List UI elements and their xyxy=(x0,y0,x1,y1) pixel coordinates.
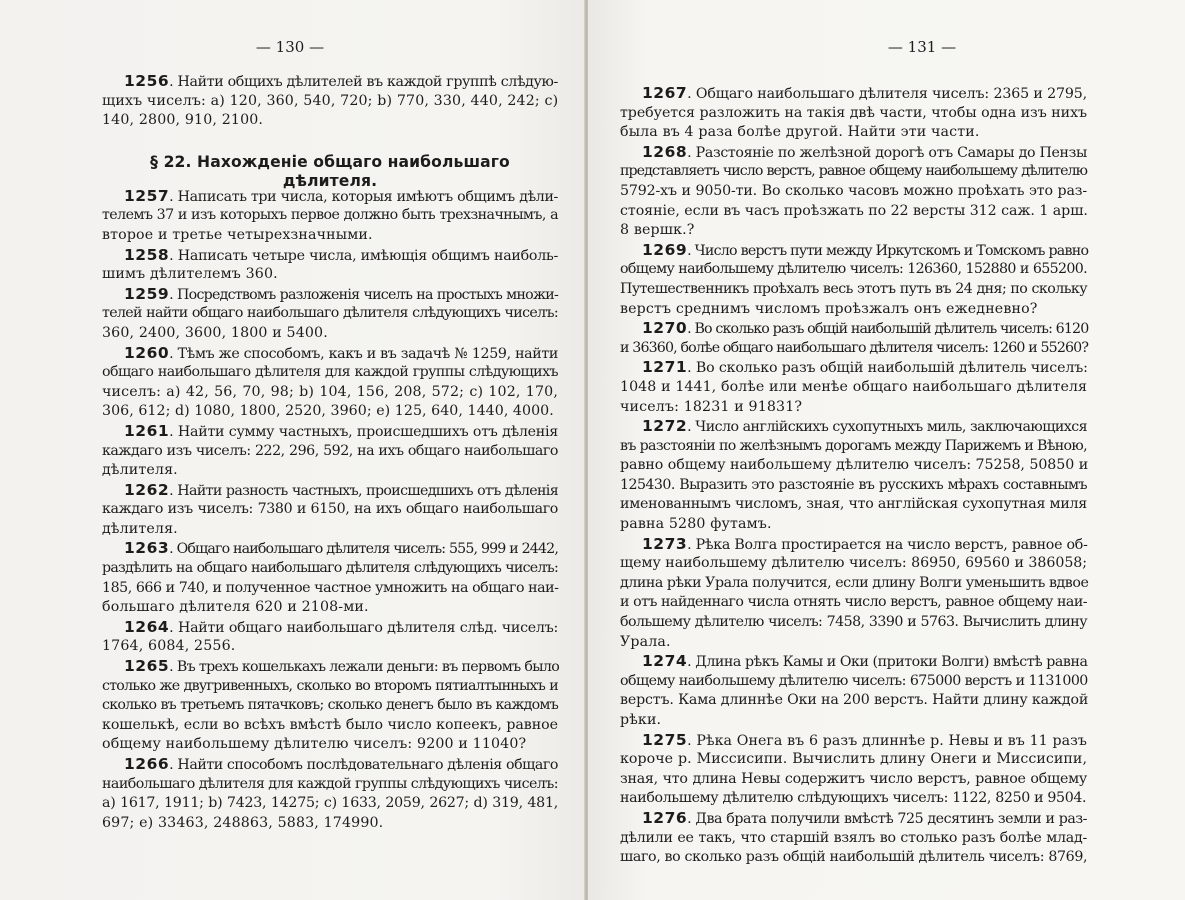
text-line: зная, что длина Невы содержитъ число верстъ, равное общему xyxy=(620,770,1087,787)
text-line: a) 1617, 1911; b) 7423, 14275; c) 1633, 2059, 2627; d) 319, 481, xyxy=(102,795,558,812)
problem-number: 1260 xyxy=(124,343,170,362)
text-line: равна 5280 футамъ. xyxy=(620,516,772,533)
line-text: . Написать четыре числа, имѣющія общимъ наиболь- xyxy=(169,247,558,264)
page-text xyxy=(620,84,1087,868)
text-line: дѣлителя. xyxy=(102,520,178,537)
problem-1274 xyxy=(620,652,1087,730)
line-text: . Число верстъ пути между Иркутскомъ и Томскомъ равно xyxy=(687,242,1089,259)
problem-number: 1273 xyxy=(642,534,688,553)
text-line: рѣки. xyxy=(620,712,662,728)
text-line: короче р. Миссисипи. Вычислить длину Онеги и Миссисипи, xyxy=(620,751,1087,768)
line-text: . Найти разность частныхъ, происшедшихъ отъ дѣленія xyxy=(169,482,558,499)
text-line: верстъ среднимъ числомъ проѣзжалъ онъ ежедневно? xyxy=(620,300,1038,317)
text-line: кошелькѣ, если во всѣхъ вмѣстѣ было число копеекъ, равное xyxy=(102,716,558,733)
text-line xyxy=(620,809,1087,829)
line-text: . Во сколько разъ общій наибольшій дѣлитель чиселъ: 6120 xyxy=(687,321,1089,338)
text-line xyxy=(620,319,1087,339)
text-line: верстъ. Кама длиннѣе Оки на 200 верстъ. Найти длину каждой xyxy=(620,692,1089,709)
problem-number: 1263 xyxy=(124,539,170,558)
text-line: 360, 2400, 3600, 1800 и 5400. xyxy=(102,324,328,341)
line-text: . Написать три числа, которыя имѣютъ общимъ дѣли- xyxy=(169,188,558,205)
text-line: общему наибольшему дѣлителю чиселъ: 126360, 152880 и 655200. xyxy=(620,261,1087,278)
text-line: и 36360, болѣе общаго наибольшаго дѣлителя чиселъ: 1260 и 55260? xyxy=(620,339,1089,356)
text-line: наибольшему дѣлителю слѣдующихъ чиселъ: 1122, 8250 и 9504. xyxy=(620,790,1087,807)
problem-1263 xyxy=(102,539,558,617)
problem-1268 xyxy=(620,143,1087,241)
text-line: именованнымъ числомъ, зная, что англійская сухопутная миля xyxy=(620,496,1087,513)
text-line: чиселъ: 18231 и 91831? xyxy=(620,398,803,415)
problem-number: 1271 xyxy=(642,358,688,377)
text-line xyxy=(102,755,558,775)
text-line xyxy=(620,652,1087,672)
problem-1265 xyxy=(102,657,558,755)
text-line xyxy=(102,72,558,92)
problem-1271 xyxy=(620,358,1087,417)
problem-1260 xyxy=(102,344,558,422)
problem-number: 1272 xyxy=(642,417,688,436)
line-text: . Рѣка Онега въ 6 разъ длиннѣе р. Невы и въ 11 разъ xyxy=(687,732,1087,749)
problem-number: 1256 xyxy=(124,72,170,90)
text-line: 1048 и 1441, болѣе или менѣе общаго наибольшаго дѣлителя xyxy=(620,378,1087,395)
problem-number: 1267 xyxy=(642,84,688,102)
text-line xyxy=(102,246,558,266)
text-line: шимъ дѣлителемъ 360. xyxy=(102,266,278,283)
text-line: каждаго изъ чиселъ: 7380 и 6150, на ихъ общаго наибольшаго xyxy=(102,501,558,518)
text-line xyxy=(102,187,558,207)
line-text: . Тѣмъ же способомъ, какъ и въ задачѣ № 1259, найти xyxy=(169,345,558,362)
problem-1259 xyxy=(102,285,558,344)
text-line: второе и третье четырехзначными. xyxy=(102,226,373,243)
text-line: 125430. Выразить это разстояніе въ русскихъ мѣрахъ составнымъ xyxy=(620,476,1087,493)
right-page xyxy=(588,0,1185,900)
problem-number: 1264 xyxy=(124,617,170,636)
line-text: . Найти общаго наибольшаго дѣлителя слѣд. чиселъ: xyxy=(169,619,558,636)
line-text: . Длина рѣкъ Камы и Оки (притоки Волги) вмѣстѣ равна xyxy=(687,654,1088,671)
text-line xyxy=(620,241,1087,261)
text-line xyxy=(102,422,558,442)
page-text xyxy=(102,72,558,833)
text-line: дѣлителя. xyxy=(102,462,178,479)
problem-1266 xyxy=(102,755,558,833)
problem-1264 xyxy=(102,618,558,657)
text-line: въ разстояніи по желѣзнымъ дорогамъ между Парижемъ и Вѣною, xyxy=(620,437,1087,454)
line-text: . Число англійскихъ сухопутныхъ миль, заключающихся xyxy=(687,419,1087,436)
line-text: . Посредствомъ разложенія чиселъ на простыхъ множи- xyxy=(169,286,558,303)
line-text: . Общаго наибольшаго дѣлителя чиселъ: 2365 и 2795, xyxy=(687,86,1087,102)
problem-1272 xyxy=(620,417,1087,535)
problem-list xyxy=(102,187,558,834)
text-line xyxy=(620,731,1087,751)
text-line: 185, 666 и 740, и полученное частное умножить на общаго наи- xyxy=(102,579,559,596)
text-line: 306, 612; d) 1080, 1800, 2520, 3960; e) 125, 640, 1440, 4000. xyxy=(102,403,554,420)
text-line xyxy=(620,535,1087,555)
text-line: равно общему наибольшему дѣлителю чиселъ: 75258, 50850 и xyxy=(620,457,1089,474)
problem-number: 1261 xyxy=(124,421,170,440)
text-line: щему наибольшему дѣлителю чиселъ: 86950, 69560 и 386058; xyxy=(620,555,1087,572)
problem-1256 xyxy=(102,72,558,131)
text-line: сколько въ третьемъ пятачковъ; сколько денегъ было въ каждомъ xyxy=(102,697,558,714)
text-line: общаго наибольшаго дѣлителя для каждой группы слѣдующихъ xyxy=(102,364,558,381)
text-line xyxy=(102,285,558,305)
text-line: наибольшаго дѣлителя для каждой группы слѣдующихъ чиселъ: xyxy=(102,775,558,792)
problem-number: 1259 xyxy=(124,284,170,303)
problem-number: 1266 xyxy=(124,755,170,773)
problem-1262 xyxy=(102,481,558,540)
page-number: — 131 — xyxy=(887,38,957,56)
text-line: телей найти общаго наибольшаго дѣлителя слѣдующихъ чиселъ: xyxy=(102,305,558,322)
text-line: общему наибольшему дѣлителю чиселъ: 9200 и 11040? xyxy=(102,736,527,753)
line-text: . Два брата получили вмѣстѣ 725 десятинъ земли и раз- xyxy=(687,810,1087,827)
text-line: 140, 2800, 910, 2100. xyxy=(102,112,264,129)
text-line: была въ 4 раза болѣе другой. Найти эти части. xyxy=(620,124,980,141)
text-line xyxy=(102,539,558,559)
line-text: . Найти общихъ дѣлителей въ каждой группѣ слѣдую- xyxy=(169,74,558,90)
problem-number: 1276 xyxy=(642,808,688,827)
text-line xyxy=(620,358,1087,378)
page-number: — 130 — xyxy=(255,38,325,56)
problem-number: 1269 xyxy=(642,240,688,259)
section-heading: § 22. Нахожденіе общаго наибольшаго дѣлителя. xyxy=(150,152,510,191)
text-line: представляетъ число верстъ, равное общему наибольшему дѣлителю xyxy=(620,163,1087,180)
problem-1275 xyxy=(620,731,1087,809)
text-line: каждаго изъ чиселъ: 222, 296, 592, на ихъ общаго наибольшаго xyxy=(102,442,558,459)
problem-number: 1262 xyxy=(124,480,170,499)
text-line: требуется разложить на такія двѣ части, чтобы одна изъ нихъ xyxy=(620,104,1087,121)
problem-number: 1257 xyxy=(124,186,170,205)
text-line xyxy=(620,84,1087,104)
text-line: 5792-хъ и 9050-ти. Во сколько часовъ можно проѣхать это раз- xyxy=(620,182,1087,199)
text-line xyxy=(102,657,558,677)
problem-1273 xyxy=(620,535,1087,653)
text-line xyxy=(102,344,558,364)
problem-list xyxy=(620,84,1087,868)
line-text: . Найти способомъ послѣдовательнаго дѣленія общаго xyxy=(169,757,558,773)
problem-1257 xyxy=(102,187,558,246)
text-line: и отъ найденнаго числа отнять число верстъ, равное общему наи- xyxy=(620,594,1087,611)
text-line: 8 вершк.? xyxy=(620,222,695,239)
line-text: . Во сколько разъ общій наибольшій дѣлитель чиселъ: xyxy=(687,360,1088,377)
text-line xyxy=(102,481,558,501)
text-line: большаго дѣлителя 620 и 2108-ми. xyxy=(102,599,369,616)
text-line: 1764, 6084, 2556. xyxy=(102,638,236,655)
problem-number: 1274 xyxy=(642,652,688,671)
text-line: стояніе, если въ часъ проѣзжать по 22 версты 312 саж. 1 арш. xyxy=(620,202,1088,219)
problem-number: 1258 xyxy=(124,245,170,264)
problem-1269 xyxy=(620,241,1087,319)
problem-1270 xyxy=(620,319,1087,358)
text-line xyxy=(102,618,558,638)
problem-number: 1268 xyxy=(642,142,688,161)
problem-number: 1265 xyxy=(124,657,170,676)
text-line xyxy=(620,417,1087,437)
text-line: Путешественникъ проѣхалъ весь этотъ путь въ 24 дня; по скольку xyxy=(620,280,1087,297)
text-line: чиселъ: a) 42, 56, 70, 98; b) 104, 156, 208, 572; c) 102, 170, xyxy=(102,383,558,400)
text-line: щихъ чиселъ: a) 120, 360, 540, 720; b) 770, 330, 440, 242; c) xyxy=(102,92,559,109)
text-line: общему наибольшему дѣлителю чиселъ: 675000 верстъ и 1131000 xyxy=(620,672,1088,689)
problem-number: 1275 xyxy=(642,730,688,749)
text-line: шаго, во сколько разъ общій наибольшій дѣлитель чиселъ: 8769, xyxy=(620,849,1088,866)
problem-1267 xyxy=(620,84,1087,143)
problem-number: 1270 xyxy=(642,319,688,338)
line-text: . Найти сумму частныхъ, происшедшихъ отъ дѣленія xyxy=(169,423,558,440)
text-line: раздѣлить на общаго наибольшаго дѣлителя слѣдующихъ чиселъ: xyxy=(102,560,558,577)
text-line: 697; e) 33463, 248863, 5883, 174990. xyxy=(102,814,384,831)
text-line xyxy=(620,143,1087,163)
text-line: телемъ 37 и изъ которыхъ первое должно быть трехзначнымъ, а xyxy=(102,207,558,224)
text-line: дѣлили ее такъ, что старшій взялъ во столько разъ болѣе млад- xyxy=(620,829,1087,846)
problem-1276 xyxy=(620,809,1087,868)
problem-1261 xyxy=(102,422,558,481)
text-line: Урала. xyxy=(620,633,671,650)
problem-1258 xyxy=(102,246,558,285)
line-text: . Разстояніе по желѣзной дорогѣ отъ Самары до Пензы xyxy=(687,144,1087,161)
text-line: столько же двугривенныхъ, сколько во второмъ пятиалтынныхъ и xyxy=(102,677,558,694)
text-line: большему дѣлителю чиселъ: 7458, 3390 и 5763. Вычислить длину xyxy=(620,614,1087,631)
text-line: длина рѣки Урала получится, если длину Волги уменьшить вдвое xyxy=(620,574,1089,591)
line-text: . Общаго наибольшаго дѣлителя чиселъ: 555, 999 и 2442, xyxy=(169,541,558,558)
line-text: . Рѣка Волга простирается на число верстъ, равное об- xyxy=(687,536,1088,553)
left-page xyxy=(0,0,584,900)
line-text: . Въ трехъ кошелькахъ лежали деньги: въ первомъ было xyxy=(169,659,560,676)
